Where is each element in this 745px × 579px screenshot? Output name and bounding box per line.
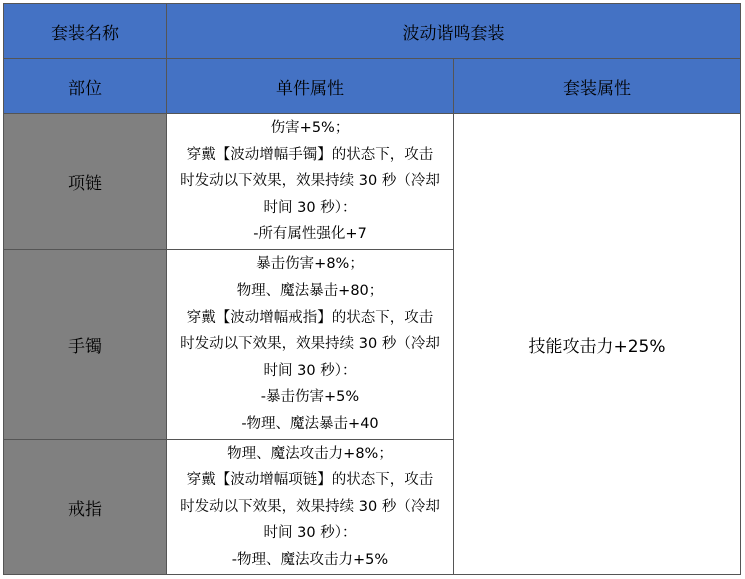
part-name-necklace: 项链 — [4, 114, 167, 250]
attr-line: 物理、魔法暴击+80； — [236, 283, 384, 300]
attr-line: 时间 30 秒）： — [263, 525, 357, 542]
bracelet-attributes — [167, 250, 454, 440]
attr-line: -所有属性强化+7 — [253, 226, 367, 243]
set-attr-column-header: 套装属性 — [454, 59, 741, 114]
attr-line: 时发动以下效果，效果持续 30 秒（冷却 — [180, 498, 440, 515]
attr-line: 穿戴【波动增幅项链】的状态下，攻击 — [186, 472, 434, 489]
attr-line: 时间 30 秒）： — [263, 199, 357, 216]
item-row-necklace — [4, 114, 741, 250]
part-column-header: 部位 — [4, 59, 167, 114]
part-name-bracelet: 手镯 — [4, 250, 167, 440]
header-row-columns — [4, 59, 741, 114]
attr-line: -物理、魔法攻击力+5% — [231, 551, 389, 568]
attr-line: 暴击伤害+8%； — [256, 256, 364, 273]
header-row-set-name — [4, 4, 741, 59]
attr-line: 物理、魔法攻击力+8%； — [227, 445, 393, 462]
set-name-label: 套装名称 — [4, 4, 167, 59]
set-bonus-value: 技能攻击力+25% — [454, 114, 741, 575]
attr-line: 穿戴【波动增幅戒指】的状态下，攻击 — [186, 309, 434, 326]
attr-line: -暴击伤害+5% — [260, 389, 360, 406]
ring-attributes — [167, 440, 454, 575]
part-name-ring: 戒指 — [4, 440, 167, 575]
attr-line: 时发动以下效果，效果持续 30 秒（冷却 — [180, 173, 440, 190]
set-attributes-table — [3, 3, 741, 575]
attr-line: 时间 30 秒）： — [263, 362, 357, 379]
attr-line: 伤害+5%； — [270, 120, 350, 137]
attr-line: -物理、魔法暴击+40 — [241, 415, 379, 432]
single-attr-column-header: 单件属性 — [167, 59, 454, 114]
necklace-attributes — [167, 114, 454, 250]
set-name-value: 波动谐鸣套装 — [167, 4, 741, 59]
attr-line: 时发动以下效果，效果持续 30 秒（冷却 — [180, 336, 440, 353]
attr-line: 穿戴【波动增幅手镯】的状态下，攻击 — [186, 146, 434, 163]
